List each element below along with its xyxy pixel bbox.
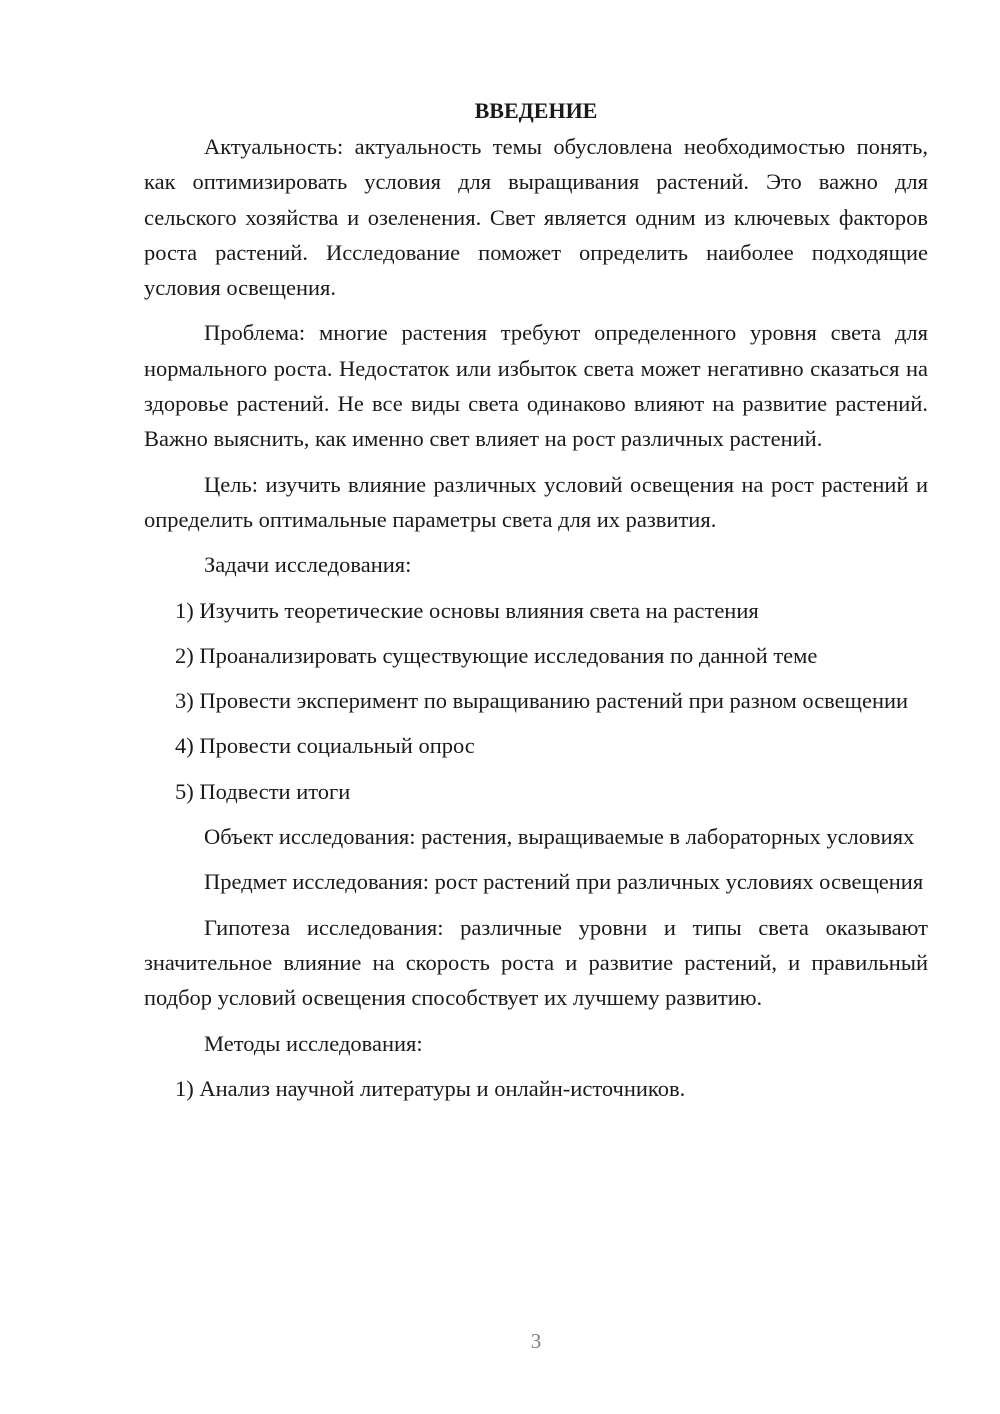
subject-paragraph: Предмет исследования: рост растений при различных условиях освещения [204, 869, 924, 895]
tasks-title: Задачи исследования: [204, 552, 412, 578]
task-item-4: 4) Провести социальный опрос [175, 733, 475, 759]
section-heading: ВВЕДЕНИЕ [474, 98, 598, 123]
page-content [144, 93, 928, 1116]
task-item-1: 1) Изучить теоретические основы влияния света на растения [175, 597, 759, 623]
goal-paragraph: Цель: изучить влияние различных условий освещения на рост растений и определить оптимальные параметры света для их развития. [144, 471, 928, 532]
object-paragraph: Объект исследования: растения, выращиваемые в лабораторных условиях [204, 824, 915, 850]
task-item-5: 5) Подвести итоги [175, 778, 351, 804]
problem-paragraph: Проблема: многие растения требуют определенного уровня света для нормального роста. Недостаток или избыток света может негативно сказаться на здоровье растений. Не все виды света одинаково влияют на развитие растений. Важно выяснить, как именно свет влияет на рост различных растений. [144, 320, 928, 452]
methods-title: Методы исследования: [204, 1030, 423, 1056]
method-item-1: 1) Анализ научной литературы и онлайн-источников. [175, 1075, 686, 1101]
hypothesis-paragraph: Гипотеза исследования: различные уровни и типы света оказывают значительное влияние на скорость роста и развитие растений, и правильный подбор условий освещения способствует их лучшему развитию. [144, 914, 928, 1011]
task-item-3: 3) Провести эксперимент по выращиванию растений при разном освещении [175, 688, 909, 714]
page-number: 3 [530, 1329, 542, 1353]
relevance-paragraph: Актуальность: актуальность темы обусловлена необходимостью понять, как оптимизировать условия для выращивания растений. Это важно для сельского хозяйства и озеленения. Свет является одним из ключевых факторов роста растений. Исследование поможет определить наиболее подходящие условия освещения. [144, 134, 928, 301]
task-item-2: 2) Проанализировать существующие исследования по данной теме [175, 642, 818, 668]
